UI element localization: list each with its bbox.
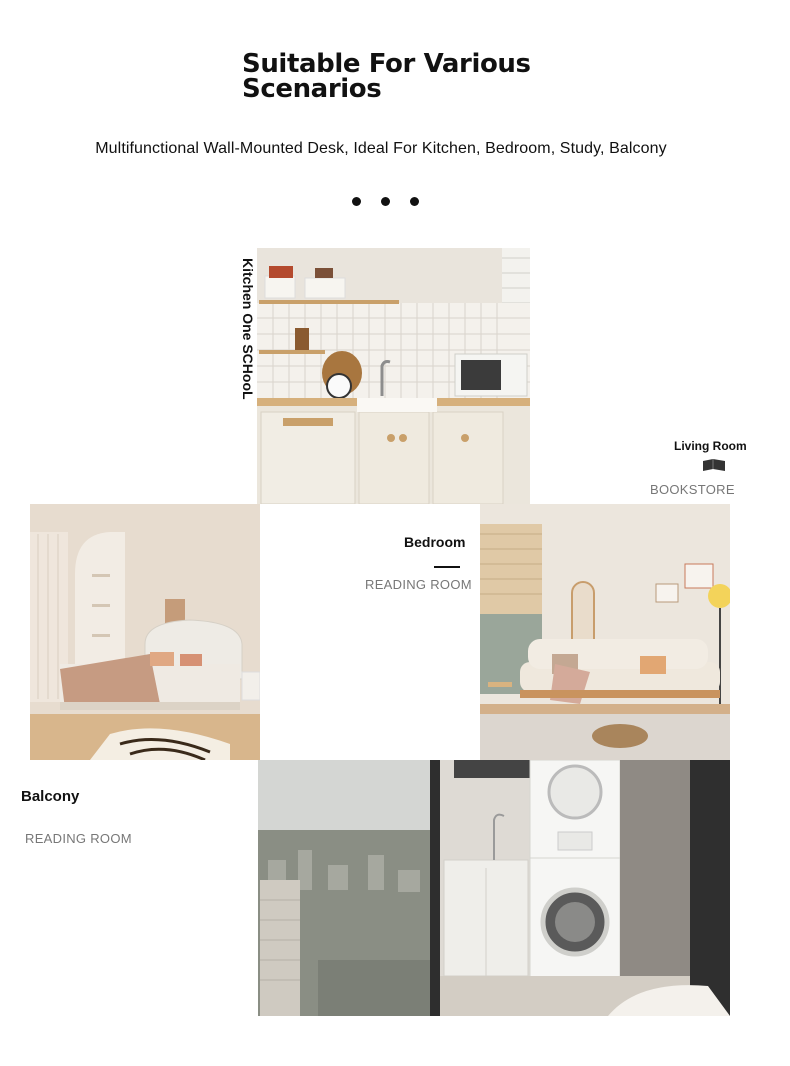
small-book-icon — [701, 457, 727, 473]
bedroom-photo — [30, 504, 260, 760]
bedroom-tag: READING ROOM — [365, 577, 472, 592]
dot-icon — [381, 197, 390, 206]
kitchen-photo — [257, 248, 530, 504]
bedroom-underline — [434, 566, 460, 568]
dot-icon — [352, 197, 361, 206]
balcony-tag: READING ROOM — [25, 831, 132, 846]
living-room-tag: BOOKSTORE — [650, 482, 735, 497]
balcony-title: Balcony — [21, 788, 80, 805]
living-room-photo — [480, 504, 730, 760]
dot-icon — [410, 197, 419, 206]
dots-divider — [352, 197, 419, 209]
balcony-photo — [258, 760, 730, 1016]
kitchen-vertical-label: Kitchen One SCHooL — [240, 258, 256, 400]
page-subtitle: Multifunctional Wall-Mounted Desk, Ideal For Kitchen, Bedroom, Study, Balcony — [95, 140, 667, 157]
page-title: Suitable For Various Scenarios — [242, 49, 531, 104]
bedroom-title: Bedroom — [404, 534, 466, 550]
living-room-title: Living Room — [674, 439, 747, 453]
